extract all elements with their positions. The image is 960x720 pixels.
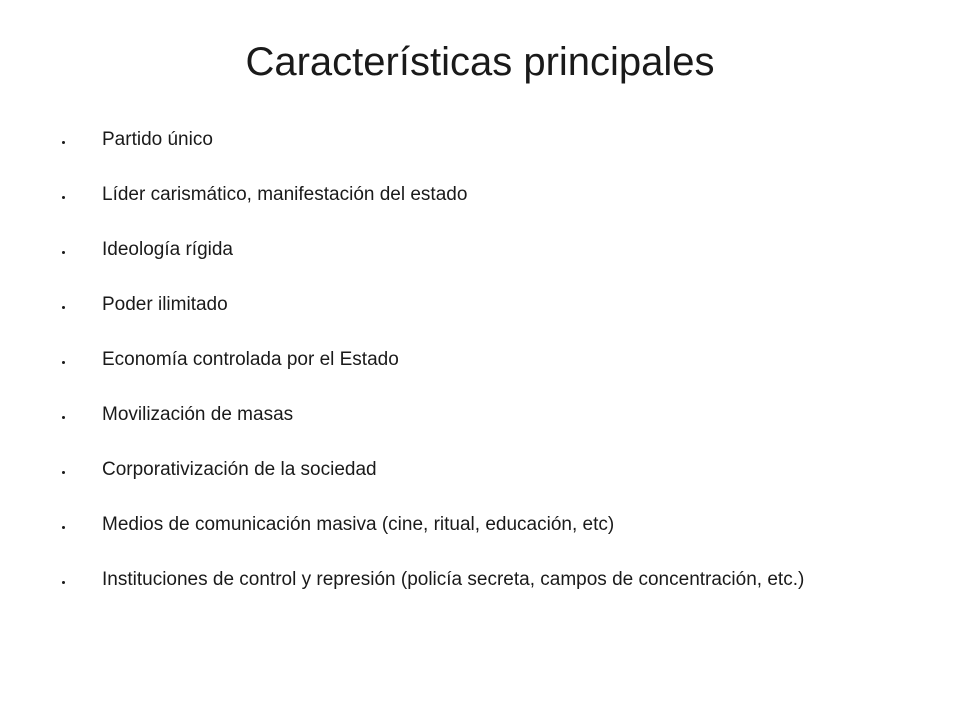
list-item-text: Medios de comunicación masiva (cine, ritual, educación, etc) [102,514,615,535]
list-item-text: Instituciones de control y represión (policía secreta, campos de concentración, etc.) [102,569,805,590]
bullet-dot-icon [62,361,65,364]
list-item [58,566,888,594]
list-item [58,511,888,539]
list-item-text: Poder ilimitado [102,294,228,315]
list-item [58,456,888,484]
bullet-dot-icon [62,581,65,584]
list-item-text: Movilización de masas [102,404,294,425]
list-item [58,181,888,209]
bullet-dot-icon [62,471,65,474]
list-item-text: Ideología rígida [102,239,233,260]
bullet-dot-icon [62,196,65,199]
list-item-text: Partido único [102,129,213,150]
list-item-text: Economía controlada por el Estado [102,349,399,370]
list-item-text: Líder carismático, manifestación del estado [102,184,468,205]
slide-title: Características principales [245,40,715,84]
list-item [58,126,888,154]
bullet-dot-icon [62,141,65,144]
list-item [58,236,888,264]
list-item [58,291,888,319]
bullet-dot-icon [62,251,65,254]
bullet-dot-icon [62,526,65,529]
bullet-dot-icon [62,416,65,419]
list-item [58,401,888,429]
list-item-text: Corporativización de la sociedad [102,459,377,480]
bullet-list [58,126,888,621]
bullet-dot-icon [62,306,65,309]
list-item [58,346,888,374]
